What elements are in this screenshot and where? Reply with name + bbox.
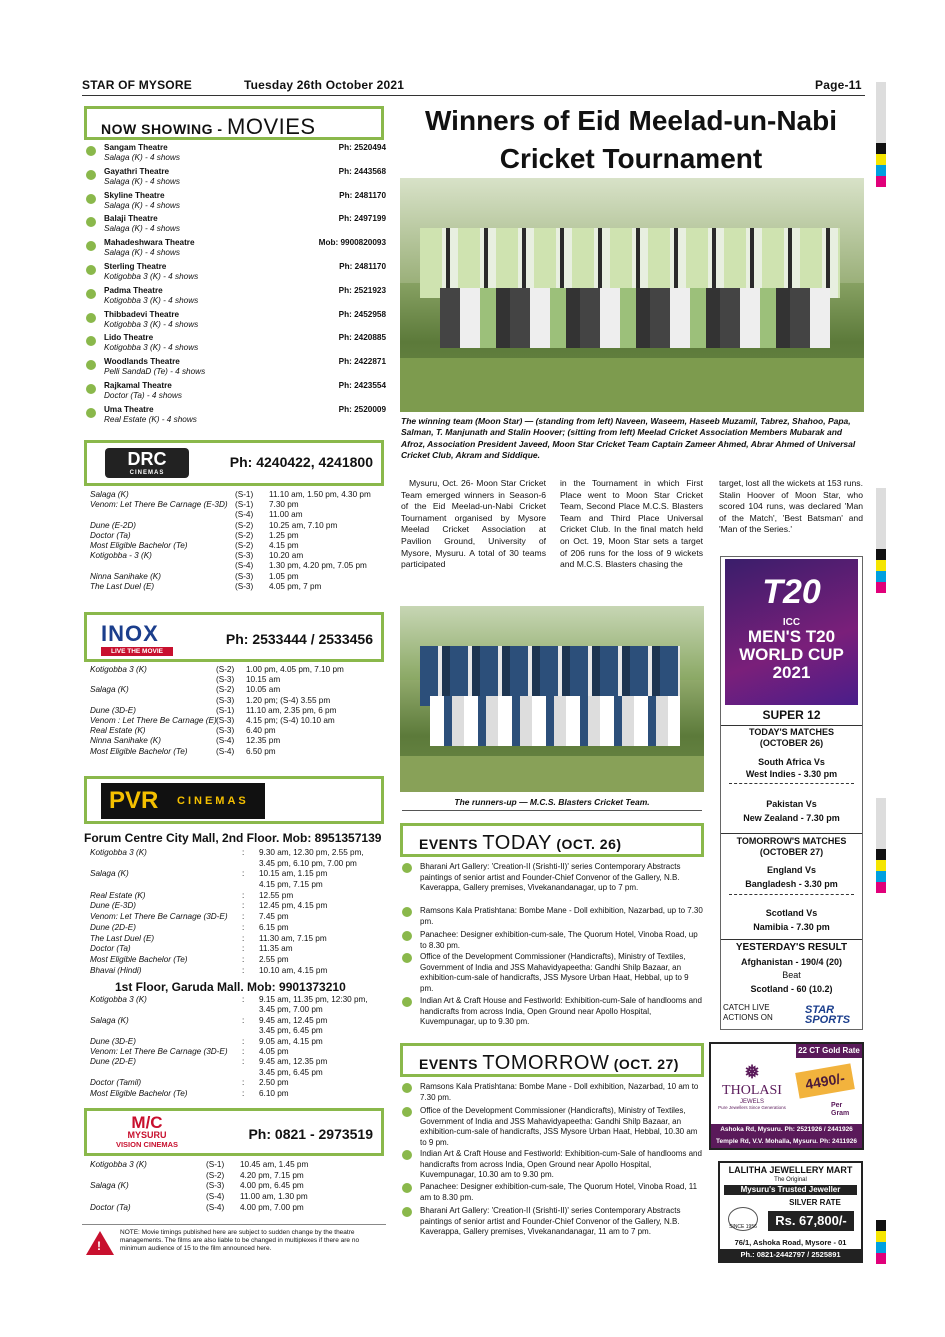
show-times: 4.15 pm; (S-4) 10.10 am bbox=[246, 715, 335, 725]
movie-name: Doctor (Ta) bbox=[90, 944, 131, 954]
theatre-movie: Salaga (K) - 4 shows bbox=[104, 200, 180, 210]
match-2-a: Pakistan Vs bbox=[766, 799, 817, 809]
inox-tagline: LIVE THE MOVIE bbox=[101, 647, 173, 656]
movie-name: Ninna Sanihake (K) bbox=[90, 571, 161, 581]
theatre-movie: Pelli SandaD (Te) - 4 shows bbox=[104, 367, 206, 377]
show-times: 9.05 am, 4.15 pm bbox=[259, 1036, 323, 1046]
todays-matches-label: TODAY'S MATCHES bbox=[721, 725, 862, 737]
pvr-logo: PVR CINEMAS bbox=[101, 783, 265, 819]
theatre-name: Skyline Theatre bbox=[104, 190, 165, 200]
screen-label: (S-3) bbox=[216, 695, 235, 705]
movie-name: Most Eligible Bachelor (Te) bbox=[90, 746, 188, 756]
result-2: Scotland - 60 (10.2) bbox=[750, 984, 833, 994]
screen-label: (S-2) bbox=[235, 540, 254, 550]
movie-name: Dune (3D-E) bbox=[90, 1036, 136, 1046]
tholasi-logo: ❅ THOLASI JEWELS Pure Jewellers Since Generations bbox=[718, 1062, 786, 1110]
show-times: 11.30 am, 7.15 pm bbox=[259, 933, 327, 943]
event-item bbox=[402, 930, 704, 951]
header-rule bbox=[82, 95, 865, 96]
show-times: 3.45 pm, 6.45 pm bbox=[259, 1067, 323, 1077]
movie-name: Kotigobba 3 (K) bbox=[90, 995, 147, 1004]
match-1-b: West Indies - 3.30 pm bbox=[745, 769, 838, 779]
result-beat: Beat bbox=[782, 970, 801, 980]
theatre-movie: Kotigobba 3 (K) - 4 shows bbox=[104, 295, 199, 305]
todays-date: (OCTOBER 26) bbox=[759, 738, 824, 748]
movie-name: Venom: Let There Be Carnage (3D-E) bbox=[90, 912, 228, 922]
show-times: 10.15 am, 1.15 pm bbox=[259, 869, 328, 879]
screen-label: : bbox=[242, 912, 245, 922]
show-times: 3.45 pm, 6.45 pm bbox=[259, 1026, 323, 1036]
theatre-movie: Kotigobba 3 (K) - 4 shows bbox=[104, 319, 199, 329]
theatre-name: Lido Theatre bbox=[104, 333, 154, 343]
event-text: Bharani Art Gallery: 'Creation-II (Srishti-II)' series Contemporary Abstracts paintings of senior artist and Founder-Chief Convenor of the Gallery, N.B. Kaverappa, Gallery premises, Vivekanandanagar, up to 7 pm. bbox=[420, 862, 681, 892]
runners-up-photo bbox=[400, 606, 704, 792]
screen-label: : bbox=[242, 1057, 245, 1067]
screen-label: (S-4) bbox=[216, 736, 235, 746]
bullet-icon bbox=[86, 313, 96, 323]
bullet-icon bbox=[402, 863, 412, 873]
bullet-icon bbox=[402, 1107, 412, 1117]
screen-label: : bbox=[242, 995, 245, 1004]
inox-header bbox=[84, 612, 384, 662]
tomorrows-date: (OCTOBER 27) bbox=[759, 847, 824, 857]
paper-name: STAR OF MYSORE bbox=[82, 78, 192, 92]
movie-name: Ninna Sanihake (K) bbox=[90, 736, 161, 746]
screen-label: : bbox=[242, 944, 245, 954]
lalitha-ad: LALITHA JEWELLERY MART The Original Mysuru's Trusted Jeweller SILVER RATE SINCE 1956 Rs. 67,800/- 76/1, Ashoka Road, Mysore - 01 Ph.: 0821-2442797 / 2525891 bbox=[718, 1161, 863, 1263]
event-item bbox=[402, 1206, 704, 1238]
screen-label: : bbox=[242, 890, 245, 900]
theatre-item bbox=[86, 286, 386, 308]
theatre-name: Woodlands Theatre bbox=[104, 357, 180, 367]
screen-label: (S-3) bbox=[206, 1181, 225, 1191]
theatre-item bbox=[86, 310, 386, 332]
event-text: Ramsons Kala Pratishtana: Bombe Mane - Doll exhibition, Nazarbad, 10 am to 7.30 pm. bbox=[420, 1082, 699, 1102]
screen-label: (S-1) bbox=[235, 500, 254, 510]
theatre-phone: Ph: 2452958 bbox=[338, 309, 386, 319]
event-item bbox=[402, 1106, 704, 1148]
screen-label: : bbox=[242, 901, 245, 911]
runners-up-caption: The runners-up — M.C.S. Blasters Cricket Team. bbox=[402, 797, 702, 811]
movie-name: Most Eligible Bachelor (Te) bbox=[90, 540, 188, 550]
bullet-icon bbox=[402, 953, 412, 963]
mysuru-phone: Ph: 0821 - 2973519 bbox=[248, 1126, 373, 1142]
screen-label: (S-3) bbox=[235, 571, 254, 581]
theatre-item bbox=[86, 357, 386, 379]
bullet-icon bbox=[86, 360, 96, 370]
match-2-b: New Zealand - 7.30 pm bbox=[743, 813, 840, 823]
theatre-phone: Ph: 2520494 bbox=[338, 143, 386, 152]
theatre-phone: Ph: 2520009 bbox=[338, 404, 386, 414]
show-times: 4.15 pm, 7.15 pm bbox=[259, 880, 323, 890]
bullet-icon bbox=[86, 170, 96, 180]
bullet-icon bbox=[86, 241, 96, 251]
event-item bbox=[402, 862, 704, 894]
article-col-3: target, lost all the wickets at 153 runs. Stalin Hoover of Moon Star, who scored 104 runs, was declared 'Man of the Match', 'Best Batsman' and 'Man of the Series.' bbox=[719, 478, 863, 535]
theatre-movie: Salaga (K) - 4 shows bbox=[104, 176, 180, 186]
bullet-icon bbox=[402, 931, 412, 941]
screen-label: (S-3) bbox=[235, 551, 254, 561]
theatre-phone: Ph: 2423554 bbox=[338, 381, 386, 390]
bullet-icon bbox=[402, 997, 412, 1007]
show-times: 3.45 pm, 6.10 pm, 7.00 pm bbox=[259, 858, 357, 868]
bullet-icon bbox=[86, 384, 96, 394]
pvr-garuda-title: 1st Floor, Garuda Mall. Mob: 9901373210 bbox=[115, 980, 346, 994]
show-times: 4.00 pm, 7.00 pm bbox=[240, 1202, 304, 1212]
theatre-movie: Salaga (K) - 4 shows bbox=[104, 224, 180, 234]
pvr-forum-title: Forum Centre City Mall, 2nd Floor. Mob: 8951357139 bbox=[84, 831, 382, 845]
catch-live-label: CATCH LIVE ACTIONS ON bbox=[723, 1003, 773, 1022]
match-3-b: Bangladesh - 3.30 pm bbox=[745, 879, 838, 889]
now-showing-title bbox=[84, 106, 384, 140]
movie-name: Salaga (K) bbox=[90, 1015, 129, 1025]
t20-banner: T20 ICC MEN'S T20 WORLD CUP 2021 bbox=[725, 559, 858, 705]
star-sports-logo: STAR SPORTS bbox=[805, 1004, 851, 1026]
movie-name: Dune (3D-E) bbox=[90, 705, 136, 715]
note-box: ! NOTE: Movie timings published here are subject to sudden change by the theatre managements. The films are also liable to be changed in multiplexes if there are no minimum audience of 15 to the film announced here. bbox=[82, 1224, 386, 1258]
theatre-name: Sterling Theatre bbox=[104, 262, 167, 271]
show-times: 9.45 am, 12.45 pm bbox=[259, 1015, 328, 1025]
show-times: 11.35 am bbox=[259, 944, 293, 954]
movie-name: Dune (E-2D) bbox=[90, 520, 136, 530]
show-times: 4.00 pm, 6.45 pm bbox=[240, 1181, 304, 1191]
bullet-icon bbox=[86, 146, 96, 156]
show-times: 4.05 pm bbox=[259, 1046, 289, 1056]
theatre-item bbox=[86, 191, 386, 213]
theatre-phone: Ph: 2521923 bbox=[338, 285, 386, 295]
screen-label: (S-2) bbox=[235, 530, 254, 540]
event-item bbox=[402, 1082, 704, 1103]
bullet-icon bbox=[402, 1183, 412, 1193]
movie-name: Real Estate (K) bbox=[90, 890, 146, 900]
movie-name: Doctor (Ta) bbox=[90, 1202, 131, 1212]
movie-name: Doctor (Tamil) bbox=[90, 1078, 142, 1088]
theatre-movie: Kotigobba 3 (K) - 4 shows bbox=[104, 272, 199, 281]
show-times: 11.10 am, 1.50 pm, 4.30 pm bbox=[269, 490, 371, 499]
show-times: 4.15 pm bbox=[269, 540, 299, 550]
event-text: Bharani Art Gallery: 'Creation-II (Srishti-II)' series Contemporary Abstracts paintings of senior artist and Founder-Chief Convenor of the Gallery, N.B. Kaverappa, Gallery premises, Vivekanandanagar, 11 am to 7 pm. bbox=[420, 1206, 681, 1236]
screen-label: (S-4) bbox=[206, 1192, 225, 1202]
registration-bar-1 bbox=[876, 82, 886, 152]
registration-bar-4 bbox=[876, 1220, 886, 1264]
theatre-name: Thibbadevi Theatre bbox=[104, 309, 180, 319]
screen-label: : bbox=[242, 1015, 245, 1025]
registration-bar-2 bbox=[876, 488, 886, 558]
theatre-name: Rajkamal Theatre bbox=[104, 381, 172, 390]
show-times: 1.25 pm bbox=[269, 530, 299, 540]
match-4-b: Namibia - 7.30 pm bbox=[753, 922, 830, 932]
event-item bbox=[402, 996, 704, 1028]
bullet-icon bbox=[86, 289, 96, 299]
movie-name: Dune (2D-E) bbox=[90, 922, 136, 932]
movie-name: Real Estate (K) bbox=[90, 726, 146, 736]
show-times: 9.30 am, 12.30 pm, 2.55 pm, bbox=[259, 848, 364, 857]
theatre-phone: Ph: 2497199 bbox=[338, 214, 386, 224]
headline: Winners of Eid Meelad-un-Nabi Cricket Tournament bbox=[425, 105, 837, 174]
theatre-movie: Salaga (K) - 4 shows bbox=[104, 248, 180, 258]
t20-world-cup-box bbox=[720, 556, 863, 1030]
screen-label: : bbox=[242, 922, 245, 932]
screen-label: : bbox=[242, 1088, 245, 1098]
show-times: 4.20 pm, 7.15 pm bbox=[240, 1170, 304, 1180]
screen-label: (S-3) bbox=[216, 726, 235, 736]
screen-label: (S-1) bbox=[216, 705, 235, 715]
screen-label: : bbox=[242, 1078, 245, 1088]
note-text: NOTE: Movie timings published here are subject to sudden change by the theatre managements. The films are also liable to be changed in multiplexes if there are no minimum audience of 15 to the film announced here. bbox=[120, 1229, 360, 1252]
movie-name: Doctor (Ta) bbox=[90, 530, 131, 540]
movie-name: Most Eligible Bachelor (Te) bbox=[90, 1088, 188, 1098]
event-text: Indian Art & Craft House and Festiworld: Exhibition-cum-Sale of handlooms and handicrafts from across India, Open Ground near Apollo Hospital, Kuvempunagar, up to 9.30 pm. bbox=[420, 996, 702, 1026]
theatre-phone: Mob: 9900820093 bbox=[318, 238, 386, 248]
show-times: 3.45 pm, 7.00 pm bbox=[259, 1005, 323, 1015]
screen-label: (S-4) bbox=[235, 561, 254, 571]
movie-name: Venom: Let There Be Carnage (3D-E) bbox=[90, 1046, 228, 1056]
show-times: 2.50 pm bbox=[259, 1078, 289, 1088]
theatre-name: Padma Theatre bbox=[104, 285, 163, 295]
event-text: Office of the Development Commissioner (Handicrafts), Ministry of Textiles, Government of India and JSS Mahavidyapeetha: Gandhi Shilp Bazaar, an exhibition-cum-sale of handicrafts, JSS Mysore Urban Haat, Hebbal, up to 9 pm. bbox=[420, 952, 689, 993]
movie-name: Venom : Let There Be Carnage (E) bbox=[90, 715, 217, 725]
bullet-icon bbox=[86, 336, 96, 346]
movie-name: Kotigobba 3 (K) bbox=[90, 665, 147, 674]
screen-label: (S-3) bbox=[216, 675, 235, 685]
inox-phone: Ph: 2533444 / 2533456 bbox=[225, 631, 373, 647]
movie-name: Dune (2D-E) bbox=[90, 1057, 136, 1067]
super-12-label: SUPER 12 bbox=[762, 708, 821, 722]
bullet-icon bbox=[402, 1150, 412, 1160]
movie-name: The Last Duel (E) bbox=[90, 581, 155, 591]
screen-label: (S-1) bbox=[235, 490, 254, 499]
show-times: 12.35 pm bbox=[246, 736, 281, 746]
theatre-item bbox=[86, 143, 386, 165]
inox-logo: INOX bbox=[101, 621, 159, 646]
movie-name: Venom: Let There Be Carnage (E-3D) bbox=[90, 500, 228, 510]
theatre-item bbox=[86, 262, 386, 284]
theatre-phone: Ph: 2422871 bbox=[338, 357, 386, 367]
theatre-item bbox=[86, 333, 386, 355]
screen-label: : bbox=[242, 954, 245, 964]
theatre-phone: Ph: 2481170 bbox=[339, 262, 386, 271]
tholasi-ad: 22 CT Gold Rate ❅ THOLASI JEWELS Pure Jewellers Since Generations 4490/- Per Gram Ashoka Rd, Mysuru. Ph: 2521926 / 2441926 Temple Rd, V.V. Mohalla, Mysuru. Ph: 2411926 bbox=[709, 1042, 864, 1150]
show-times: 10.45 am, 1.45 pm bbox=[240, 1160, 309, 1169]
theatre-movie: Real Estate (K) - 4 shows bbox=[104, 414, 197, 424]
theatre-movie: Doctor (Ta) - 4 shows bbox=[104, 391, 182, 400]
drc-phone: Ph: 4240422, 4241800 bbox=[229, 454, 373, 470]
theatre-item bbox=[86, 167, 386, 189]
show-times: 1.05 pm bbox=[269, 571, 299, 581]
event-text: Ramsons Kala Pratishtana: Bombe Mane - Doll exhibition, Nazarbad, up to 7.30 pm. bbox=[420, 906, 703, 926]
screen-label: : bbox=[242, 965, 245, 975]
show-times: 7.30 pm bbox=[269, 500, 299, 510]
screen-label: (S-3) bbox=[235, 581, 254, 591]
screen-label: (S-4) bbox=[206, 1202, 225, 1212]
mysuru-header bbox=[84, 1108, 384, 1156]
show-times: 1.00 pm, 4.05 pm, 7.10 pm bbox=[246, 665, 344, 674]
show-times: 10.05 am bbox=[246, 685, 281, 695]
bullet-icon bbox=[86, 408, 96, 418]
movie-name: Salaga (K) bbox=[90, 490, 129, 499]
movie-name: Most Eligible Bachelor (Te) bbox=[90, 954, 188, 964]
theatre-name: Gayathri Theatre bbox=[104, 166, 170, 176]
match-4-a: Scotland Vs bbox=[765, 908, 818, 918]
show-times: 7.45 pm bbox=[259, 912, 289, 922]
event-item bbox=[402, 906, 704, 927]
screen-label: : bbox=[242, 869, 245, 879]
show-times: 2.55 pm bbox=[259, 954, 289, 964]
show-times: 10.25 am, 7.10 pm bbox=[269, 520, 338, 530]
screen-label: (S-2) bbox=[206, 1170, 225, 1180]
theatre-movie: Kotigobba 3 (K) - 4 shows bbox=[104, 343, 199, 353]
movie-name: Salaga (K) bbox=[90, 1181, 129, 1191]
movie-name: Salaga (K) bbox=[90, 869, 129, 879]
screen-label: : bbox=[242, 848, 245, 857]
screen-label: : bbox=[242, 933, 245, 943]
screen-label: : bbox=[242, 1046, 245, 1056]
show-times: 1.20 pm; (S-4) 3.55 pm bbox=[246, 695, 331, 705]
show-times: 9.45 am, 12.35 pm bbox=[259, 1057, 328, 1067]
result-1: Afghanistan - 190/4 (20) bbox=[740, 957, 843, 967]
bullet-icon bbox=[402, 1083, 412, 1093]
now-showing-label: NOW SHOWING - bbox=[101, 121, 227, 137]
bullet-icon bbox=[86, 194, 96, 204]
theatre-item bbox=[86, 381, 386, 403]
show-times: 6.40 pm bbox=[246, 726, 276, 736]
match-3-a: England Vs bbox=[766, 865, 816, 875]
show-times: 10.20 am bbox=[269, 551, 304, 561]
event-text: Office of the Development Commissioner (Handicrafts), Ministry of Textiles, Government of India and JSS Mahavidyapeetha: Gandhi Shilp Bazaar, an exhibition-cum-sale of handicrafts, JSS Mysore Urban Haat, Hebbal, 10.30 am to 9 pm. bbox=[420, 1106, 698, 1147]
article-col-1: Mysuru, Oct. 26- Moon Star Cricket Team emerged winners in Season-6 of the Eid Meelad-un-Nabi Cricket Tournament organised by Mysore Meelad Cricket Association at Pavilion Ground, University of Mysore, Mysuru. A total of 30 teams participated bbox=[401, 478, 546, 570]
screen-label: (S-2) bbox=[216, 685, 235, 695]
show-times: 1.30 pm, 4.20 pm, 7.05 pm bbox=[269, 561, 367, 571]
theatre-phone: Ph: 2420885 bbox=[338, 333, 386, 343]
lalitha-logo: SINCE 1956 bbox=[728, 1207, 758, 1231]
theatre-name: Uma Theatre bbox=[104, 404, 154, 414]
bullet-icon bbox=[86, 217, 96, 227]
theatre-name: Mahadeshwara Theatre bbox=[104, 238, 195, 248]
movie-name: Bhavai (Hindi) bbox=[90, 965, 142, 975]
show-times: 12.45 pm, 4.15 pm bbox=[259, 901, 328, 911]
theatre-item bbox=[86, 214, 386, 236]
bullet-icon bbox=[402, 907, 412, 917]
movie-name: The Last Duel (E) bbox=[90, 933, 155, 943]
event-item bbox=[402, 952, 704, 994]
screen-label: (S-4) bbox=[216, 746, 235, 756]
show-times: 11.00 am, 1.30 pm bbox=[240, 1192, 308, 1202]
theatre-name: Sangam Theatre bbox=[104, 143, 168, 152]
movie-name: Kotigobba 3 (K) bbox=[90, 848, 147, 857]
theatre-item bbox=[86, 238, 386, 260]
show-times: 9.15 am, 11.35 pm, 12:30 pm, bbox=[259, 995, 368, 1004]
page-number: Page-11 bbox=[815, 78, 862, 92]
movie-name: Dune (E-3D) bbox=[90, 901, 136, 911]
winning-team-caption: The winning team (Moon Star) — (standing from left) Naveen, Waseem, Haseeb Muzamil, Tabrez, Shahoo, Papa, Salman, T. Manjunath and Stalin Hoover; (sitting from left) Meelad Cricket Association Members Mubarak and Afroz, Association President Javeed, Moon Star Cricket Team Captain Zameer Ahmed, Abrar Ahmed of Universal Cricket Club, Akram and Siddique. bbox=[401, 416, 856, 460]
show-times: 12.55 pm bbox=[259, 890, 294, 900]
show-times: 11.10 am, 2.35 pm, 6 pm bbox=[246, 705, 337, 715]
event-text: Indian Art & Craft House and Festiworld: Exhibition-cum-Sale of handlooms and handicrafts from across India, Open Ground near Apollo Hospital, Kuvempunagar, 10.30 am to 9.30 pm. bbox=[420, 1149, 702, 1179]
show-times: 6.50 pm bbox=[246, 746, 276, 756]
event-text: Panachee: Designer exhibition-cum-sale, The Quorum Hotel, Vinoba Road, 11 am to 8.30 pm. bbox=[420, 1182, 698, 1202]
show-times: 6.15 pm bbox=[259, 922, 289, 932]
screen-label: (S-2) bbox=[216, 665, 235, 674]
show-times: 6.10 pm bbox=[259, 1088, 289, 1098]
yesterdays-result-label: YESTERDAY'S RESULT bbox=[721, 939, 862, 953]
movie-name: Salaga (K) bbox=[90, 685, 129, 695]
screen-label: (S-3) bbox=[216, 715, 235, 725]
event-item bbox=[402, 1149, 704, 1181]
show-times: 4.05 pm, 7 pm bbox=[269, 581, 322, 591]
theatre-name: Balaji Theatre bbox=[104, 214, 158, 224]
winning-team-photo bbox=[400, 178, 864, 412]
mysuru-logo: M/C MYSURU VISION CINEMAS bbox=[115, 1113, 179, 1149]
bullet-icon bbox=[402, 1207, 412, 1217]
screen-label: (S-2) bbox=[235, 520, 254, 530]
events-today-title: EVENTS TODAY (OCT. 26) bbox=[400, 823, 704, 857]
movie-name: Kotigobba 3 (K) bbox=[90, 1160, 147, 1169]
drc-header bbox=[84, 440, 384, 486]
show-times: 11.00 am bbox=[269, 510, 303, 520]
theatre-item bbox=[86, 405, 386, 427]
article-col-2: in the Tournament in which First Place went to Moon Star Cricket Team, Second Place M.C.S. Blasters Team and Third Place Universal Cricket Club. In the final match held on Oct. 19, Moon Star sets a target of 206 runs for the loss of 9 wickets and M.C.S. Blasters chasing the bbox=[560, 478, 703, 570]
theatre-movie: Salaga (K) - 4 shows bbox=[104, 153, 180, 162]
events-tomorrow-title: EVENTS TOMORROW (OCT. 27) bbox=[400, 1043, 704, 1077]
screen-label: (S-4) bbox=[235, 510, 254, 520]
show-times: 10.10 am, 4.15 pm bbox=[259, 965, 328, 975]
bullet-icon bbox=[86, 265, 96, 275]
drc-logo: DRC CINEMAS bbox=[105, 448, 189, 478]
now-showing-big: MOVIES bbox=[227, 114, 316, 139]
match-1-a: South Africa Vs bbox=[758, 757, 825, 767]
show-times: 10.15 am bbox=[246, 675, 281, 685]
theatre-phone: Ph: 2443568 bbox=[338, 166, 386, 176]
screen-label: : bbox=[242, 1036, 245, 1046]
tomorrows-matches-label: TOMORROW'S MATCHES bbox=[721, 833, 862, 846]
pvr-header bbox=[84, 776, 384, 824]
event-text: Panachee: Designer exhibition-cum-sale, The Quorum Hotel, Vinoba Road, up to 8.30 pm. bbox=[420, 930, 698, 950]
event-item bbox=[402, 1182, 704, 1203]
movie-name: Kotigobba - 3 (K) bbox=[90, 551, 152, 561]
screen-label: (S-1) bbox=[206, 1160, 225, 1169]
issue-date: Tuesday 26th October 2021 bbox=[244, 78, 405, 92]
theatre-phone: Ph: 2481170 bbox=[339, 190, 386, 200]
